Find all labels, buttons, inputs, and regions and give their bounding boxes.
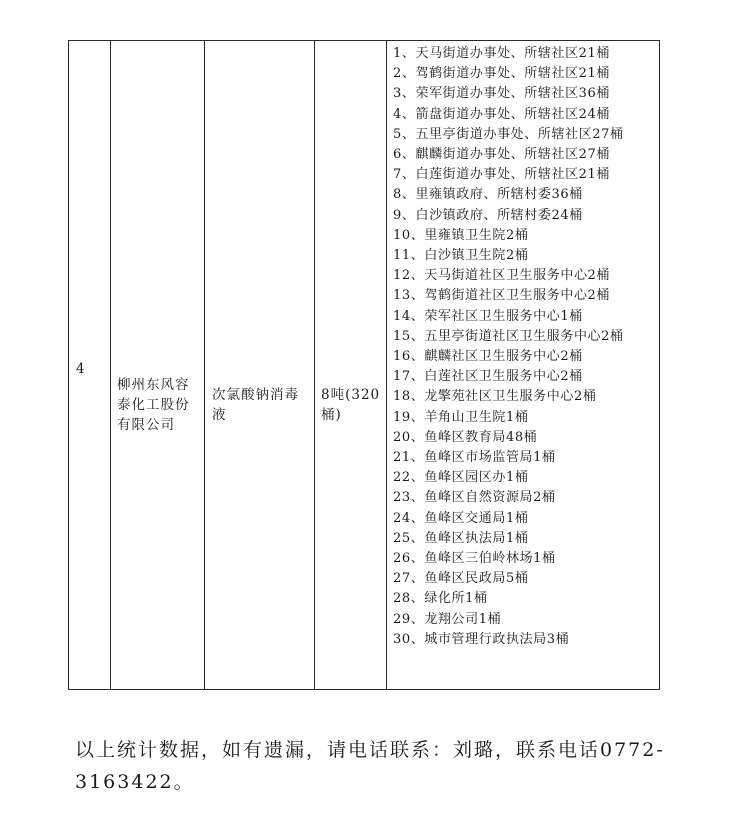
list-item: 11、白沙镇卫生院2桶 — [393, 248, 529, 264]
quantity: 8吨(320桶) — [321, 387, 381, 423]
list-item: 3、荣军街道办事处、所辖社区36桶 — [393, 86, 611, 102]
row-number: 4 — [76, 361, 86, 377]
list-item: 16、麒麟社区卫生服务中心2桶 — [393, 349, 583, 365]
list-item: 17、白莲社区卫生服务中心2桶 — [393, 369, 583, 385]
list-item: 9、白沙镇政府、所辖村委24桶 — [393, 207, 583, 223]
column-number — [69, 41, 111, 689]
footer-note: 以上统计数据，如有遗漏，请电话联系：刘璐，联系电话0772-3163422。 — [75, 739, 665, 793]
list-item: 4、箭盘街道办事处、所辖社区24桶 — [393, 106, 611, 122]
list-item: 24、鱼峰区交通局1桶 — [393, 510, 529, 526]
list-item: 20、鱼峰区教育局48桶 — [393, 429, 538, 445]
list-item: 8、里雍镇政府、所辖村委36桶 — [393, 187, 583, 203]
list-item: 23、鱼峰区自然资源局2桶 — [393, 490, 556, 506]
list-item: 6、麒麟街道办事处、所辖社区27桶 — [393, 147, 611, 163]
list-item: 19、羊角山卫生院1桶 — [393, 409, 529, 425]
distribution-table — [68, 40, 660, 690]
list-item: 10、里雍镇卫生院2桶 — [393, 227, 529, 243]
list-item: 25、鱼峰区执法局1桶 — [393, 530, 529, 546]
list-item: 18、龙擎苑社区卫生服务中心2桶 — [393, 389, 597, 405]
column-product — [205, 41, 315, 689]
list-item: 30、城市管理行政执法局3桶 — [393, 631, 570, 647]
list-item: 14、荣军社区卫生服务中心1桶 — [393, 308, 583, 324]
list-item: 29、龙翔公司1桶 — [393, 611, 502, 627]
list-item: 1、天马街道办事处、所辖社区21桶 — [393, 46, 611, 61]
list-item: 13、驾鹤街道社区卫生服务中心2桶 — [393, 288, 611, 304]
list-item: 12、天马街道社区卫生服务中心2桶 — [393, 268, 611, 284]
recipient-list — [387, 41, 659, 650]
list-item: 15、五里亭街道社区卫生服务中心2桶 — [393, 328, 624, 344]
list-item: 21、鱼峰区市场监管局1桶 — [393, 450, 556, 466]
column-quantity — [315, 41, 387, 689]
company-name: 柳州东风容泰化工股份有限公司 — [117, 377, 190, 433]
column-company — [111, 41, 205, 689]
list-item: 26、鱼峰区三伯岭林场1桶 — [393, 551, 556, 567]
list-item: 28、绿化所1桶 — [393, 591, 488, 607]
list-item: 5、五里亭街道办事处、所辖社区27桶 — [393, 126, 624, 142]
column-recipients — [387, 41, 659, 689]
list-item: 22、鱼峰区园区办1桶 — [393, 470, 529, 486]
product-name: 次氯酸钠消毒液 — [212, 387, 299, 423]
list-item: 2、驾鹤街道办事处、所辖社区21桶 — [393, 66, 611, 82]
list-item: 7、白莲街道办事处、所辖社区21桶 — [393, 167, 611, 183]
list-item: 27、鱼峰区民政局5桶 — [393, 571, 529, 587]
